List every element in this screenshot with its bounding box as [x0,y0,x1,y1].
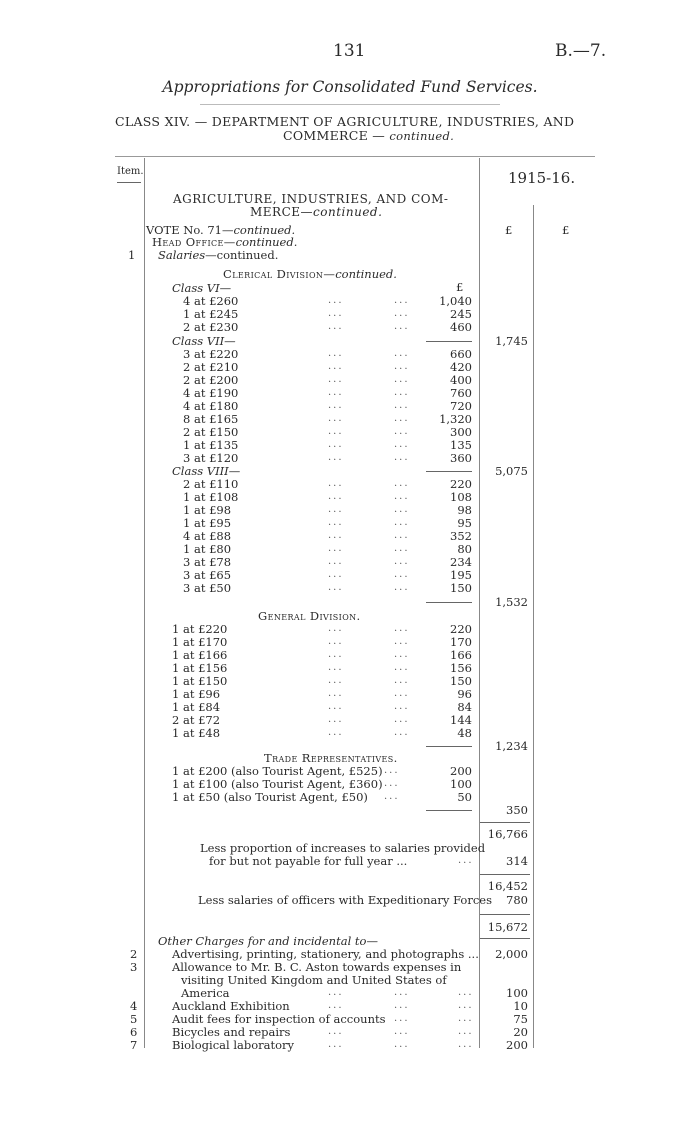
trade-row-text: 1 at £50 (also Tourist Agent, £50) [172,790,368,804]
leader-dots: ... [394,439,410,450]
class-viii-row-text: 1 at £98 [183,503,232,517]
section-title-line2 [250,206,382,219]
leader-dots: ... [394,543,410,554]
class-viii-row-text: 1 at £80 [183,542,232,556]
leader-dots: ... [394,1039,410,1050]
other-charge-value: 20 [513,1025,528,1039]
leader-dots: ... [328,1026,344,1037]
leader-dots: ... [394,374,410,385]
class-viii-row-value: 352 [450,529,472,543]
head-office-continued: continued. [235,235,298,249]
class-vi-label: Class VI— [172,281,232,295]
leader-dots: ... [394,517,410,528]
item-number: 7 [130,1038,138,1052]
class-viii-row-value: 195 [450,568,472,582]
leader-dots: ... [328,452,344,463]
salaries-line [158,249,278,262]
leader-dots: ... [458,1000,474,1011]
other-charge-label: Advertising, printing, stationery, and photographs ... [172,947,479,961]
leader-dots: ... [458,1013,474,1024]
general-row-text: 1 at £220 [172,622,228,636]
leader-dots: ... [394,308,410,319]
class-viii-row-text: 3 at £65 [183,568,232,582]
leader-dots: ... [328,688,344,699]
clerical-pound-sign: £ [456,280,464,294]
item-number: 5 [130,1012,138,1026]
class-viii-row-value: 150 [450,581,472,595]
class-vi-row-value: 245 [450,307,472,321]
class-heading-line1: CLASS XIV. — DEPARTMENT OF AGRICULTURE, INDUSTRIES, AND [115,114,575,129]
leader-dots: ... [394,491,410,502]
class-vii-row-text: 3 at £120 [183,451,239,465]
general-total: 1,234 [495,739,528,753]
general-row-value: 170 [450,635,472,649]
leader-dots: ... [328,504,344,515]
class-vi-row-value: 460 [450,320,472,334]
leader-dots: ... [394,348,410,359]
item-number: 2 [130,947,138,961]
item-header-rule [117,182,141,183]
clerical-heading-label: Clerical Division— [223,267,336,281]
general-row-value: 96 [457,687,472,701]
leader-dots: ... [328,727,344,738]
leader-dots: ... [328,1039,344,1050]
class-vii-row-value: 300 [450,425,472,439]
class-vii-row-value: 760 [450,386,472,400]
class-vii-row-value: 420 [450,360,472,374]
item-number: 6 [130,1025,138,1039]
subtotal-1: 16,766 [487,827,528,841]
title-rule [200,104,500,105]
class-vii-label: Class VII— [172,334,236,348]
class-viii-row-value: 98 [457,503,472,517]
trade-row-text: 1 at £100 (also Tourist Agent, £360) [172,777,383,791]
leader-dots: ... [328,348,344,359]
less-increases-line2: for but not payable for full year ... [209,854,408,868]
leader-dots: ... [328,374,344,385]
leader-dots: ... [458,987,474,998]
class-vii-row-text: 1 at £135 [183,438,239,452]
leader-dots: ... [394,387,410,398]
trade-row-text: 1 at £200 (also Tourist Agent, £525) [172,764,383,778]
general-row-text: 1 at £170 [172,635,228,649]
class-vi-row-text: 2 at £230 [183,320,239,334]
other-charge-label: Allowance to Mr. B. C. Aston towards expenses in [172,960,462,974]
leader-dots: ... [328,701,344,712]
class-heading-line2 [283,130,454,143]
general-row-text: 1 at £96 [172,687,221,701]
leader-dots: ... [394,361,410,372]
class-vii-row-value: 135 [450,438,472,452]
class-viii-row-text: 2 at £110 [183,477,239,491]
subtotal1-rule [480,822,530,823]
other-charge-label: Bicycles and repairs [172,1025,291,1039]
leader-dots: ... [384,778,400,789]
class-vii-row-value: 400 [450,373,472,387]
general-row-value: 144 [450,713,472,727]
leader-dots: ... [328,649,344,660]
leader-dots: ... [394,662,410,673]
other-charge-label: Auckland Exhibition [172,999,290,1013]
class-viii-label: Class VIII— [172,464,241,478]
leader-dots: ... [328,517,344,528]
leader-dots: ... [328,321,344,332]
leader-dots: ... [328,387,344,398]
leader-dots: ... [394,714,410,725]
class-vi-row-text: 1 at £245 [183,307,239,321]
leader-dots: ... [328,400,344,411]
class-vii-row-text: 2 at £200 [183,373,239,387]
class-vii-row-text: 2 at £150 [183,425,239,439]
leader-dots: ... [394,400,410,411]
leader-dots: ... [394,727,410,738]
leader-dots: ... [394,413,410,424]
amount-column-rule-mid [533,205,534,1048]
class-vii-sum-rule [426,471,472,472]
subtotal-2: 16,452 [487,879,528,893]
leader-dots: ... [328,675,344,686]
leader-dots: ... [328,623,344,634]
leader-dots: ... [328,543,344,554]
pound-sign-col1: £ [505,223,513,237]
class-vii-row-text: 4 at £180 [183,399,239,413]
other-charge-value: 100 [506,986,528,1000]
leader-dots: ... [328,1000,344,1011]
leader-dots: ... [328,987,344,998]
leader-dots: ... [394,478,410,489]
class-vi-sum-rule [426,341,472,342]
class-viii-sum-rule [426,602,472,603]
leader-dots: ... [328,361,344,372]
leader-dots: ... [384,791,400,802]
leader-dots: ... [394,987,410,998]
trade-sum-rule [426,810,472,811]
leader-dots: ... [458,1026,474,1037]
general-row-value: 84 [457,700,472,714]
leader-dots: ... [394,636,410,647]
general-row-text: 1 at £156 [172,661,228,675]
year-column-header: 1915-16. [508,169,576,187]
trade-row-value: 50 [457,790,472,804]
class-vii-row-value: 660 [450,347,472,361]
class-viii-row-value: 234 [450,555,472,569]
less-increases-line1: Less proportion of increases to salaries provided [200,841,486,855]
less-increases-value: 314 [506,854,528,868]
leader-dots: ... [394,623,410,634]
class-vii-row-value: 720 [450,399,472,413]
class-viii-row-value: 80 [457,542,472,556]
leader-dots: ... [394,295,410,306]
general-sum-rule [426,746,472,747]
class-viii-row-value: 220 [450,477,472,491]
leader-dots: ... [394,504,410,515]
section-title-continued: continued. [313,205,383,219]
vote-continued: continued. [233,223,296,237]
leader-dots: ... [458,1039,474,1050]
general-row-value: 156 [450,661,472,675]
class-vii-row-text: 8 at £165 [183,412,239,426]
item-number-1: 1 [128,248,136,262]
subtotal-3: 15,672 [487,920,528,934]
item-column-rule [144,158,145,1048]
leader-dots: ... [328,478,344,489]
subtotal3-under-rule [480,938,530,939]
item-number: 3 [130,960,138,974]
general-row-text: 2 at £72 [172,713,221,727]
leader-dots: ... [328,413,344,424]
leader-dots: ... [394,530,410,541]
clerical-heading-continued: continued. [335,267,397,281]
leader-dots: ... [394,1000,410,1011]
general-row-value: 48 [457,726,472,740]
leader-dots: ... [394,556,410,567]
class-viii-total: 1,532 [495,595,528,609]
class-viii-row-text: 3 at £78 [183,555,232,569]
general-row-text: 1 at £150 [172,674,228,688]
leader-dots: ... [458,855,474,866]
class-heading-main: COMMERCE — [283,128,386,143]
class-vii-row-text: 2 at £210 [183,360,239,374]
class-vii-row-value: 1,320 [439,412,472,426]
leader-dots: ... [394,569,410,580]
leader-dots: ... [394,452,410,463]
general-division-heading: General Division. [258,609,361,623]
vote-number: VOTE No. 71— [146,223,234,237]
leader-dots: ... [394,688,410,699]
leader-dots: ... [384,765,400,776]
leader-dots: ... [328,662,344,673]
class-viii-row-text: 3 at £50 [183,581,232,595]
clerical-division-heading [223,268,397,281]
section-title-main: MERCE— [250,205,314,219]
other-charge-label-line2: visiting United Kingdom and United States of [181,973,447,987]
other-charge-value: 75 [513,1012,528,1026]
class-vi-total: 1,745 [495,334,528,348]
leader-dots: ... [328,491,344,502]
leader-dots: ... [394,426,410,437]
head-office-label: Head Office— [152,235,236,249]
page-title: Appropriations for Consolidated Fund Services. [162,78,538,96]
class-viii-row-value: 108 [450,490,472,504]
document-reference: B.—7. [555,41,607,61]
class-vi-row-value: 1,040 [439,294,472,308]
class-viii-row-value: 95 [457,516,472,530]
leader-dots: ... [328,439,344,450]
general-row-value: 166 [450,648,472,662]
table-top-rule [115,156,595,157]
subtotal2-rule [480,874,530,875]
page-number: 131 [333,41,366,61]
leader-dots: ... [328,582,344,593]
class-vi-row-text: 4 at £260 [183,294,239,308]
leader-dots: ... [328,569,344,580]
trade-total: 350 [506,803,528,817]
leader-dots: ... [394,675,410,686]
class-vii-total: 5,075 [495,464,528,478]
general-row-text: 1 at £48 [172,726,221,740]
class-vii-row-text: 4 at £190 [183,386,239,400]
leader-dots: ... [394,321,410,332]
other-charge-value: 10 [513,999,528,1013]
general-row-text: 1 at £166 [172,648,228,662]
trade-row-value: 100 [450,777,472,791]
class-vii-row-text: 3 at £220 [183,347,239,361]
leader-dots: ... [394,1013,410,1024]
class-heading-continued: continued. [389,129,455,143]
leader-dots: ... [394,701,410,712]
section-title-line1: AGRICULTURE, INDUSTRIES, AND COM- [173,192,449,206]
trade-representatives-heading: Trade Representatives. [264,751,398,765]
item-number: 4 [130,999,138,1013]
leader-dots: ... [328,636,344,647]
leader-dots: ... [328,308,344,319]
general-row-text: 1 at £84 [172,700,221,714]
class-viii-row-text: 1 at £108 [183,490,239,504]
salaries-label: Salaries [158,248,206,262]
leader-dots: ... [328,530,344,541]
general-row-value: 220 [450,622,472,636]
class-viii-row-text: 4 at £88 [183,529,232,543]
leader-dots: ... [394,649,410,660]
less-expeditionary-value: 780 [506,893,528,907]
leader-dots: ... [328,556,344,567]
other-charge-label: Audit fees for inspection of accounts [172,1012,386,1026]
salaries-continued: —continued. [205,248,279,262]
leader-dots: ... [328,295,344,306]
general-row-value: 150 [450,674,472,688]
leader-dots: ... [394,582,410,593]
less-expeditionary-label: Less salaries of officers with Expeditionary Forces [198,893,492,907]
leader-dots: ... [328,714,344,725]
pound-sign-col2: £ [562,223,570,237]
other-charge-label: Biological laboratory [172,1038,295,1052]
other-charge-value: 200 [506,1038,528,1052]
trade-row-value: 200 [450,764,472,778]
item-column-header: Item. [117,166,144,177]
other-charge-value: 2,000 [495,947,528,961]
other-charges-heading: Other Charges for and incidental to— [158,934,378,948]
class-viii-row-text: 1 at £95 [183,516,232,530]
leader-dots: ... [328,426,344,437]
subtotal3-rule [480,914,530,915]
leader-dots: ... [394,1026,410,1037]
class-vii-row-value: 360 [450,451,472,465]
other-charge-label-line3: America [181,986,230,1000]
